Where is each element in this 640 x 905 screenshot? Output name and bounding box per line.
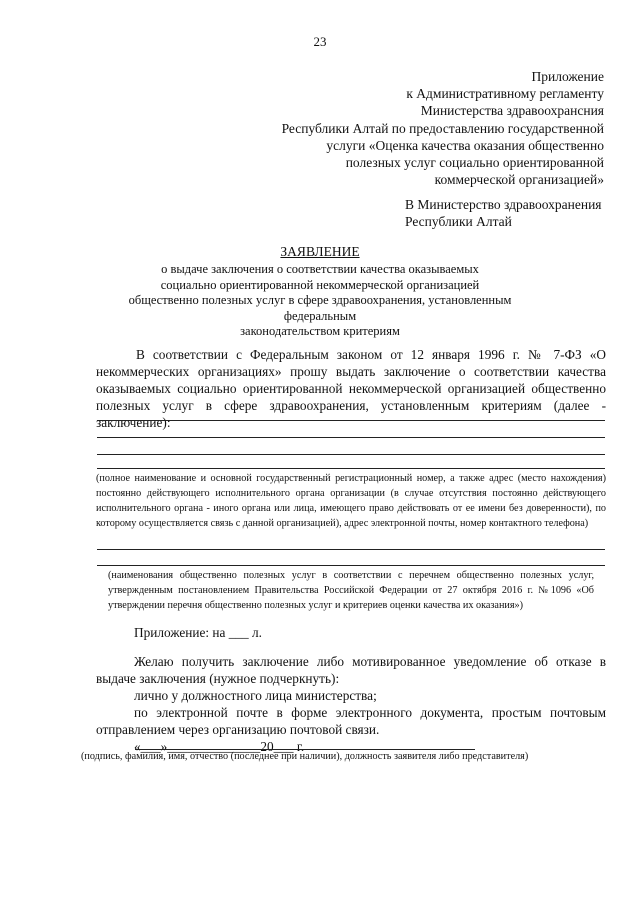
subtitle-line: законодательством критериям bbox=[240, 324, 400, 339]
attachment-line: Приложение bbox=[531, 69, 604, 84]
services-fill-line[interactable] bbox=[97, 565, 605, 566]
services-fill-line[interactable] bbox=[97, 549, 605, 550]
organization-caption: (полное наименование и основной государственный регистрационный номер, а также адрес (место нахождения) постоянно действующего исполнительного органа организации (в случае отсутствия постоянно действующего исполнительного органа - иного органа или лица, имеющего право действовать от ее имени без доверенности), по которому осуществляется связь с данной организацией), адрес электронной почты, номер контактного телефона) bbox=[96, 473, 606, 529]
document-subtitle bbox=[0, 262, 640, 340]
attachment-line: коммерческой организацией» bbox=[434, 172, 604, 188]
organization-fill-line[interactable] bbox=[97, 420, 605, 421]
signature-caption: (подпись, фамилия, имя, отчество (последнее при наличии), должность заявителя либо представителя) bbox=[81, 751, 529, 762]
subtitle-line: общественно полезных услуг в сфере здравоохранения, установленным bbox=[128, 293, 512, 308]
attachment-line: полезных услуг социально ориентированной bbox=[345, 155, 604, 171]
attachment-header bbox=[264, 68, 604, 188]
delivery-choice-paragraph: Желаю получить заключение либо мотивированное уведомление об отказе в выдаче заключения (нужное подчеркнуть): bbox=[96, 654, 606, 686]
delivery-choice-block bbox=[96, 653, 606, 755]
date-line: «___»______________20___ г. bbox=[134, 739, 305, 754]
page-number: 23 bbox=[313, 34, 327, 49]
subtitle-line: о выдаче заключения о соответствии качества оказываемых bbox=[161, 262, 479, 276]
organization-fill-line[interactable] bbox=[97, 454, 605, 455]
subtitle-line: социально ориентированной некоммерческой организацией bbox=[160, 277, 480, 292]
services-caption: (наименования общественно полезных услуг в соответствии с перечнем общественно полезных услуг, утвержденным постановлением Правительства Российской Федерации от 27 октября 2016 г. №1096 «Об утверждении перечня общественно полезных услуг и критериев оценки качества их оказания») bbox=[108, 570, 594, 611]
attachment-line: Республики Алтай по предоставлению государственной bbox=[281, 120, 604, 136]
organization-fill-line[interactable] bbox=[97, 468, 605, 469]
attachment-line: услуги «Оценка качества оказания общественно bbox=[326, 137, 604, 153]
document-title: ЗАЯВЛЕНИЕ bbox=[280, 244, 360, 259]
addressee-line: В Министерство здравоохранения bbox=[405, 197, 602, 212]
signature-fill-line[interactable] bbox=[135, 749, 475, 750]
request-paragraph: В соответствии с Федеральным законом от 12 января 1996 г. № 7-ФЗ «О некоммерческих организациях» прошу выдать заключение о соответствии качества оказываемых социально ориентированной некоммерческой организацией общественно полезных услуг в сфере здравоохранения, установленным критериям (далее - заключение): bbox=[96, 347, 606, 430]
subtitle-line: федеральным bbox=[283, 308, 357, 323]
option-electronic[interactable]: по электронной почте в форме электронного документа, простым почтовым отправлением через организацию почтовой связи. bbox=[96, 705, 606, 737]
addressee-block bbox=[405, 196, 602, 230]
attachment-line: Министерства здравоохрансния bbox=[420, 103, 604, 119]
addressee-line: Республики Алтай bbox=[405, 214, 512, 229]
organization-fill-line[interactable] bbox=[97, 437, 605, 438]
appendix-line: Приложение: на ___ л. bbox=[134, 625, 262, 640]
option-personal[interactable]: лично у должностного лица министерства; bbox=[134, 688, 377, 703]
attachment-line: к Административному регламенту bbox=[406, 86, 604, 102]
